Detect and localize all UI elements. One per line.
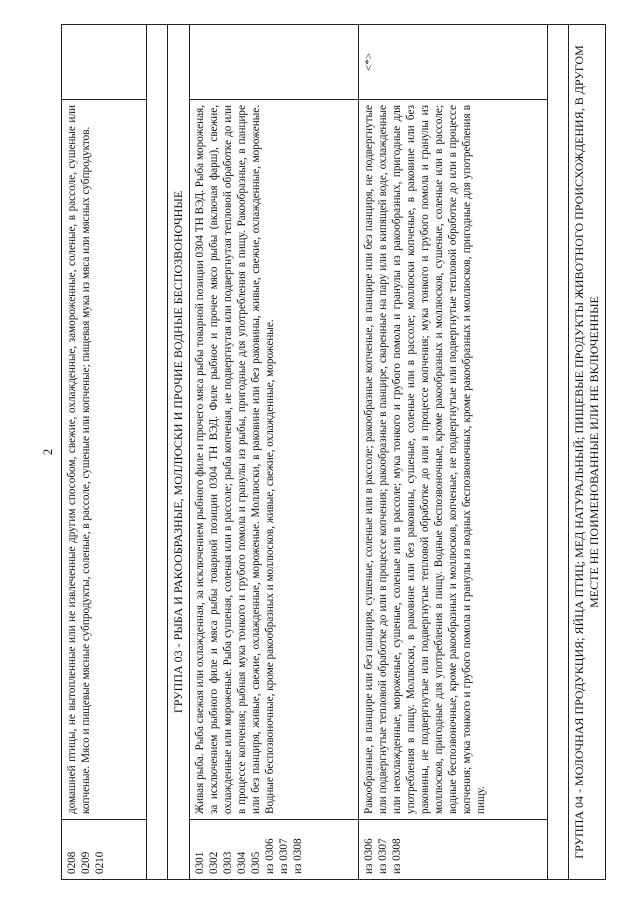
page-number: 2 <box>40 448 55 456</box>
spacer-row <box>147 25 168 880</box>
description-cell: Ракообразные, в панцире или без панциря, сушеные, соленые или в рассоле; ракообразные копченые, в панцире или без панциря, не подвергнутые или подвергнутые тепловой обработке до или в процессе копчения; ракообразные в панцире, сваренные на пару или в кипящей воде, охлажденные или неохлажденные, мороженые, сушеные, соленые или в рассоле; мука тонкого и грубого помола и гранулы из ракообразных, пригодные для употребления в пищу. Моллюски, в раковине или без раковины, сушеные, соленые или в рассоле; моллюски копченые, в раковине или без раковины, не подвергнутые или подвергнутые тепловой обработке до или в процессе копчения; мука тонкого и грубого помола и гранулы из моллюсков, пригодные для употребления в пищу. Водные беспозвоночные, кроме ракообразных и моллюсков, сушеные, соленые или в рассоле; водные беспозвоночные, кроме ракообразных и моллюсков, копченые, не подвергнутые или подвергнутые тепловой обработке до или в процессе копчения; мука тонкого и грубого помола и гранулы из водных беспозвоночных, кроме ракообразных и моллюсков, пригодные для употребления в пищу. <box>359 100 548 820</box>
product-code: 0303 <box>222 851 234 874</box>
product-code: 0301 <box>194 851 206 874</box>
note-cell <box>62 25 147 100</box>
product-code: из 0306 <box>264 838 276 874</box>
rotated-page-content <box>61 25 601 880</box>
group-04-title: ГРУППА 04 - МОЛОЧНАЯ ПРОДУКЦИЯ; ЯЙЦА ПТИЦ; МЕД НАТУРАЛЬНЫЙ; ПИЩЕВЫЕ ПРОДУКТЫ ЖИВОТНОГО ПРОИСХОЖДЕНИЯ, В ДРУГОМ МЕСТЕ НЕ ПОИМЕНОВАННЫЕ ИЛИ НЕ ВКЛЮЧЕННЫЕ <box>569 25 606 880</box>
product-code: 0304 <box>236 851 248 874</box>
product-code: 0305 <box>250 851 262 874</box>
product-code: из 0307 <box>278 838 290 874</box>
spacer-row <box>548 25 569 880</box>
note-cell <box>190 25 359 100</box>
code-cell <box>190 820 359 880</box>
product-code: 0209 <box>80 851 92 874</box>
code-cell <box>62 820 147 880</box>
product-code: из 0308 <box>292 838 304 874</box>
group-heading-row <box>168 25 190 880</box>
product-code: из 0306 <box>363 838 375 874</box>
group-heading-row <box>569 25 606 880</box>
note-cell: <*> <box>359 25 548 100</box>
product-code: из 0307 <box>377 838 389 874</box>
code-cell <box>359 820 548 880</box>
product-code: 0208 <box>66 851 78 874</box>
table-row <box>190 25 359 880</box>
product-code: из 0308 <box>391 838 403 874</box>
table-row <box>359 25 548 880</box>
description-cell: домашней птицы, не вытопленные или не извлеченные другим способом, свежие, охлажденные, замороженные, соленые, в рассоле, сушеные или копченые. Мясо и пищевые мясные субпродукты, соленые, в рассоле, сушеные или копченые; пищевая мука из мяса или мясных субпродуктов. <box>62 100 147 820</box>
product-code: 0210 <box>94 851 106 874</box>
description-cell: Живая рыба. Рыба свежая или охлажденная, за исключением рыбного филе и прочего мяса рыбы товарной позиции 0304 ТН ВЭД. Рыба мороженая, за исключением рыбного филе и мяса рыбы товарной позиции 0304 ТН ВЭД. Филе рыбное и прочее мясо рыбы (включая фарш), свежие, охлажденные или мороженые. Рыба сушеная, соленая или в рассоле; рыба копченая, не подвергнутая или подвергнутая тепловой обработке до или в процессе копчения; рыбная мука тонкого и грубого помола и гранулы из рыбы, пригодные для употребления в пищу. Ракообразные, в панцире или без панциря, живые, свежие, охлажденные, мороженые. Моллюски, в раковине или без раковины, живые, свежие, охлажденные, мороженые. Водные беспозвоночные, кроме ракообразных и моллюсков, живые, свежие, охлажденные, мороженые. <box>190 100 359 820</box>
table-row <box>62 25 147 880</box>
product-code-table <box>61 24 606 880</box>
product-code: 0302 <box>208 851 220 874</box>
group-03-title: ГРУППА 03 - РЫБА И РАКООБРАЗНЫЕ, МОЛЛЮСКИ И ПРОЧИЕ ВОДНЫЕ БЕСПОЗВОНОЧНЫЕ <box>168 25 190 880</box>
